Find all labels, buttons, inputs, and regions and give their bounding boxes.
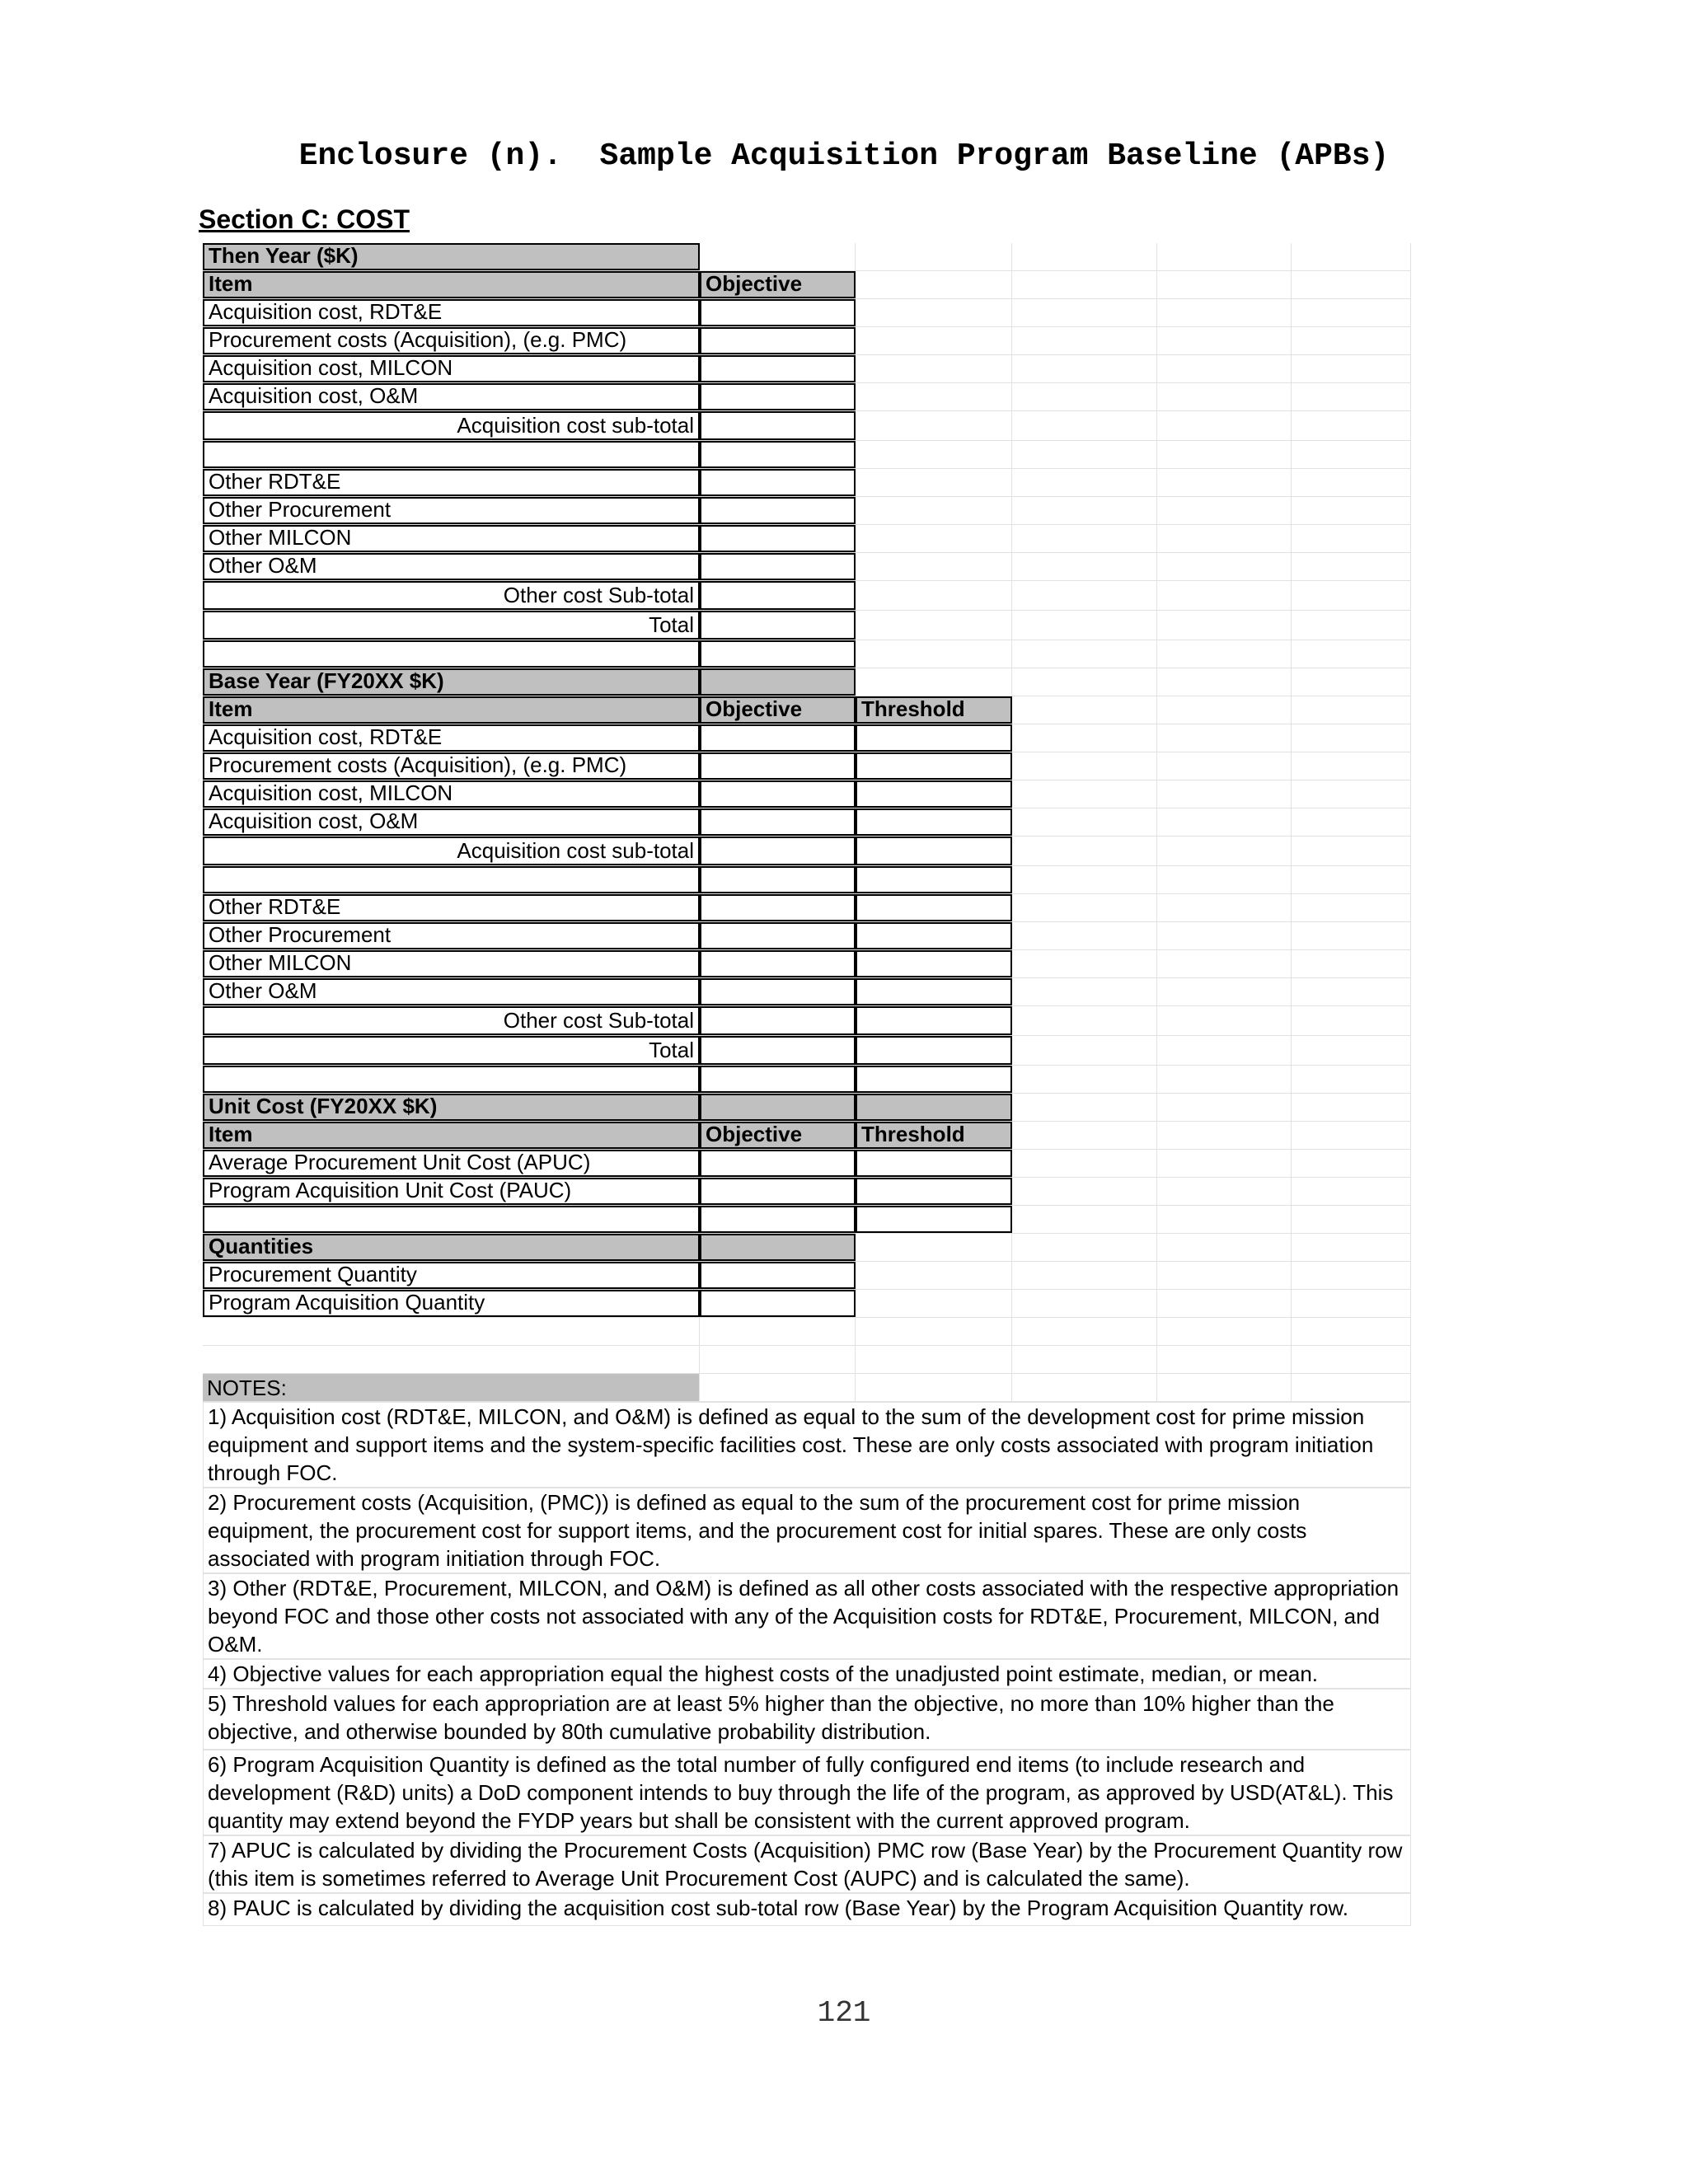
then-year-heading: Then Year ($K) xyxy=(209,243,359,268)
then-year-heading-row xyxy=(203,243,1411,271)
total-row xyxy=(203,611,1411,640)
then-year-item-label: Item xyxy=(209,271,253,296)
row-label: Other O&M xyxy=(209,553,317,578)
subtotal-row xyxy=(203,411,1411,441)
note-8: 8) PAUC is calculated by dividing the acquisition cost sub-total row (Base Year) by the Program Acquisition Quantity row. xyxy=(203,1893,1411,1926)
row-label: Acquisition cost, RDT&E xyxy=(209,299,443,324)
then-year-header-row xyxy=(203,271,1411,299)
unit-cost-item-label: Item xyxy=(209,1122,253,1146)
blank-row xyxy=(203,1346,1411,1374)
base-year-objective-label: Objective xyxy=(706,696,803,721)
note-5: 5) Threshold values for each appropriation are at least 5% higher than the objective, no more than 10% higher than the objective, and otherwise bounded by 80th cumulative probability distribution. xyxy=(203,1689,1411,1750)
objective-cell xyxy=(700,553,856,580)
table-row xyxy=(203,383,1411,411)
blank-row xyxy=(203,441,1411,469)
row-label: Acquisition cost, O&M xyxy=(209,808,419,833)
table-row xyxy=(203,355,1411,383)
subtotal-row xyxy=(203,581,1411,611)
table-row xyxy=(203,1178,1411,1206)
blank-row xyxy=(203,1206,1411,1234)
document-title: Enclosure (n). Sample Acquisition Program Baseline (APBs) xyxy=(298,138,1390,174)
row-label: Other MILCON xyxy=(209,950,352,975)
other-subtotal-label: Other cost Sub-total xyxy=(503,583,694,607)
row-label: Acquisition cost, O&M xyxy=(209,383,419,408)
table-row xyxy=(203,808,1411,837)
table-row xyxy=(203,1262,1411,1290)
table-row xyxy=(203,299,1411,327)
objective-cell xyxy=(700,327,856,354)
objective-cell xyxy=(700,469,856,496)
table-row xyxy=(203,553,1411,581)
subtotal-row xyxy=(203,1006,1411,1036)
base-year-item-label: Item xyxy=(209,696,253,721)
row-label: Other MILCON xyxy=(209,525,352,550)
objective-cell xyxy=(700,355,856,382)
row-label: Program Acquisition Unit Cost (PAUC) xyxy=(209,1178,572,1202)
base-year-header-row xyxy=(203,696,1411,724)
row-label: Procurement costs (Acquisition), (e.g. PMC) xyxy=(209,327,627,352)
row-label: Acquisition cost, RDT&E xyxy=(209,724,443,749)
row-label: Procurement Quantity xyxy=(209,1262,417,1286)
row-label: Acquisition cost, MILCON xyxy=(209,355,453,380)
objective-cell xyxy=(700,525,856,552)
blank-row xyxy=(203,866,1411,894)
unit-cost-header-row xyxy=(203,1122,1411,1150)
table-row xyxy=(203,950,1411,978)
row-label: Average Procurement Unit Cost (APUC) xyxy=(209,1150,591,1174)
base-year-heading-row xyxy=(203,668,1411,696)
then-year-objective-label: Objective xyxy=(706,271,803,296)
notes-heading: NOTES: xyxy=(207,1376,287,1400)
table-row xyxy=(203,780,1411,808)
base-year-heading: Base Year (FY20XX $K) xyxy=(209,668,444,693)
acq-subtotal-label: Acquisition cost sub-total xyxy=(457,838,694,863)
subtotal-row xyxy=(203,837,1411,866)
row-label: Acquisition cost, MILCON xyxy=(209,780,453,805)
table-row xyxy=(203,922,1411,950)
base-year-threshold-label: Threshold xyxy=(861,696,965,721)
table-row xyxy=(203,327,1411,355)
quantities-heading-row xyxy=(203,1234,1411,1262)
blank-row xyxy=(203,1318,1411,1346)
note-7: 7) APUC is calculated by dividing the Procurement Costs (Acquisition) PMC row (Base Year) by the Procurement Quantity row (this item is sometimes referred to Average Unit Procurement Cost (AUPC) and is calculated the same). xyxy=(203,1835,1411,1893)
total-row xyxy=(203,1036,1411,1066)
row-label: Other RDT&E xyxy=(209,469,341,494)
table-row xyxy=(203,497,1411,525)
row-label: Other RDT&E xyxy=(209,894,341,919)
table-row xyxy=(203,1150,1411,1178)
blank-row xyxy=(203,640,1411,668)
table-row xyxy=(203,978,1411,1006)
unit-cost-objective-label: Objective xyxy=(706,1122,803,1146)
objective-cell xyxy=(700,497,856,524)
row-label: Program Acquisition Quantity xyxy=(209,1290,485,1315)
objective-cell xyxy=(700,383,856,410)
acq-subtotal-label: Acquisition cost sub-total xyxy=(457,413,694,438)
row-label: Procurement costs (Acquisition), (e.g. PMC) xyxy=(209,752,627,777)
table-row xyxy=(203,469,1411,497)
row-label: Other Procurement xyxy=(209,497,392,522)
objective-cell xyxy=(700,411,856,440)
quantities-heading: Quantities xyxy=(209,1234,314,1258)
table-row xyxy=(203,525,1411,553)
section-heading: Section C: COST xyxy=(199,204,410,234)
page-number: 121 xyxy=(817,1996,871,2030)
note-1: 1) Acquisition cost (RDT&E, MILCON, and O&M) is defined as equal to the sum of the development cost for prime mission equipment and support items and the system-specific facilities cost. These are only costs associated with program initiation through FOC. xyxy=(203,1402,1411,1488)
unit-cost-heading: Unit Cost (FY20XX $K) xyxy=(209,1094,438,1118)
row-label: Other O&M xyxy=(209,978,317,1003)
unit-cost-heading-row xyxy=(203,1094,1411,1122)
other-subtotal-label: Other cost Sub-total xyxy=(503,1008,694,1033)
objective-cell xyxy=(700,299,856,326)
note-3: 3) Other (RDT&E, Procurement, MILCON, and O&M) is defined as all other costs associated with the respective appropriation beyond FOC and those other costs not associated with any of the Acquisition costs for RDT&E, Procurement, MILCON, and O&M. xyxy=(203,1573,1411,1659)
cost-table xyxy=(203,243,1411,1952)
objective-cell xyxy=(700,581,856,610)
notes-heading-row xyxy=(203,1374,1411,1402)
objective-cell xyxy=(700,611,856,640)
unit-cost-threshold-label: Threshold xyxy=(861,1122,965,1146)
total-label: Total xyxy=(649,1038,694,1062)
table-row xyxy=(203,752,1411,780)
note-2: 2) Procurement costs (Acquisition, (PMC)) is defined as equal to the sum of the procurement cost for prime mission equipment, the procurement cost for support items, and the procurement cost for initial spares. These are only costs associated with program initiation through FOC. xyxy=(203,1488,1411,1573)
row-label: Other Procurement xyxy=(209,922,392,947)
table-row xyxy=(203,724,1411,752)
total-label: Total xyxy=(649,612,694,637)
table-row xyxy=(203,1290,1411,1318)
blank-row xyxy=(203,1066,1411,1094)
table-row xyxy=(203,894,1411,922)
note-6: 6) Program Acquisition Quantity is defined as the total number of fully configured end items (to include research and development (R&D) units) a DoD component intends to buy through the life of the program, as approved by USD(AT&L). This quantity may extend beyond the FYDP years but shall be consistent with the current approved program. xyxy=(203,1750,1411,1835)
note-4: 4) Objective values for each appropriation equal the highest costs of the unadjusted point estimate, median, or mean. xyxy=(203,1659,1411,1689)
